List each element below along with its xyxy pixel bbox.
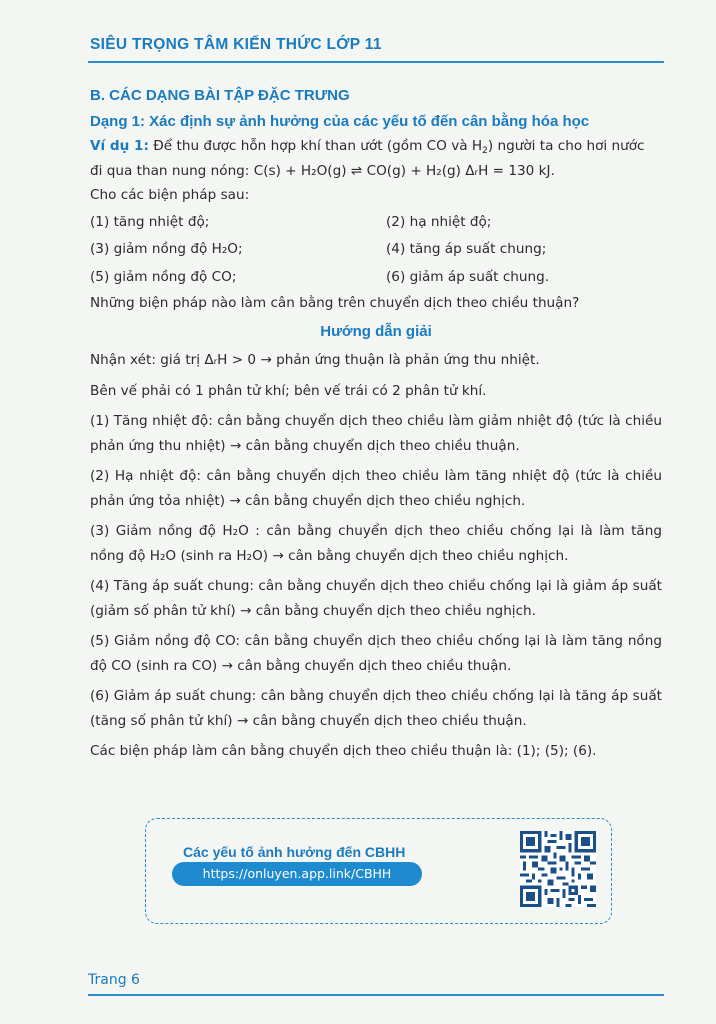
- given-line: Cho các biện pháp sau:: [90, 187, 250, 203]
- guide-title: Hướng dẫn giải: [320, 322, 432, 340]
- link-title: Các yếu tố ảnh hưởng đến CBHH: [183, 844, 406, 860]
- section-title: B. CÁC DẠNG BÀI TẬP ĐẶC TRƯNG: [90, 87, 350, 104]
- example-intro-c: đi qua than nung nóng:: [90, 162, 254, 179]
- remark: Nhận xét: giá trị ΔᵣH > 0 → phản ứng thuận là phản ứng thu nhiệt.: [90, 352, 540, 368]
- step-1: (1) Tăng nhiệt độ: cân bằng chuyển dịch theo chiều làm giảm nhiệt độ (tức là chiều phản ứng thu nhiệt) → cân bằng chuyển dịch theo chiều thuận.: [90, 413, 662, 454]
- type-title: Dạng 1: Xác định sự ảnh hưởng của các yếu tố đến cân bằng hóa học: [90, 112, 590, 130]
- option-6: (6) giảm áp suất chung.: [386, 268, 550, 285]
- page-content: [90, 84, 662, 764]
- conclusion: Các biện pháp làm cân bằng chuyển dịch theo chiều thuận là: (1); (5); (6).: [90, 743, 597, 759]
- link-url-button[interactable]: https://onluyen.app.link/CBHH: [172, 862, 422, 886]
- step-2: (2) Hạ nhiệt độ: cân bằng chuyển dịch theo chiều làm tăng nhiệt độ (tức là chiều phản ứng tỏa nhiệt) → cân bằng chuyển dịch theo chiều nghịch.: [90, 468, 662, 509]
- step-6: (6) Giảm áp suất chung: cân bằng chuyển dịch theo chiều chống lại là tăng áp suất (tăng số phân tử khí) → cân bằng chuyển dịch theo chiều thuận.: [90, 688, 662, 729]
- footer-rule: [88, 994, 664, 996]
- step-5: (5) Giảm nồng độ CO: cân bằng chuyển dịch theo chiều chống lại là làm tăng nồng độ CO (sinh ra CO) → cân bằng chuyển dịch theo chiều thuận.: [90, 633, 662, 674]
- example-intro-b: ) người ta cho hơi nước: [487, 138, 645, 154]
- sides-note: Bên vế phải có 1 phân tử khí; bên vế trái có 2 phân tử khí.: [90, 382, 487, 399]
- reaction-equation: C(s) + H₂O(g) ⇌ CO(g) + H₂(g) ΔᵣH = 130 kJ.: [253, 162, 555, 179]
- question: Những biện pháp nào làm cân bằng trên chuyển dịch theo chiều thuận?: [90, 295, 580, 311]
- step-4: (4) Tăng áp suất chung: cân bằng chuyển dịch theo chiều chống lại là giảm áp suất (giảm số phân tử khí) → cân bằng chuyển dịch theo chiều nghịch.: [90, 578, 662, 619]
- subscript-2: 2: [482, 146, 488, 156]
- example-intro-a: Để thu được hỗn hợp khí than ướt (gồm CO và H: [148, 138, 483, 154]
- option-2: (2) hạ nhiệt độ;: [386, 213, 492, 230]
- qr-code-icon[interactable]: [520, 831, 596, 907]
- page-number: Trang 6: [88, 972, 140, 988]
- step-3: (3) Giảm nồng độ H₂O : cân bằng chuyển dịch theo chiều chống lại là làm tăng nồng độ H₂O (sinh ra H₂O) → cân bằng chuyển dịch theo chiều nghịch.: [90, 523, 662, 564]
- option-1: (1) tăng nhiệt độ;: [90, 213, 210, 230]
- option-4: (4) tăng áp suất chung;: [386, 241, 547, 257]
- option-3: (3) giảm nồng độ H₂O;: [90, 241, 243, 257]
- options-grid: [90, 210, 662, 290]
- running-header: SIÊU TRỌNG TÂM KIẾN THỨC LỚP 11: [90, 36, 382, 53]
- example-label: Ví dụ 1:: [90, 138, 149, 154]
- example-intro: [90, 134, 662, 183]
- option-5: (5) giảm nồng độ CO;: [90, 268, 237, 285]
- header-rule: [88, 61, 664, 63]
